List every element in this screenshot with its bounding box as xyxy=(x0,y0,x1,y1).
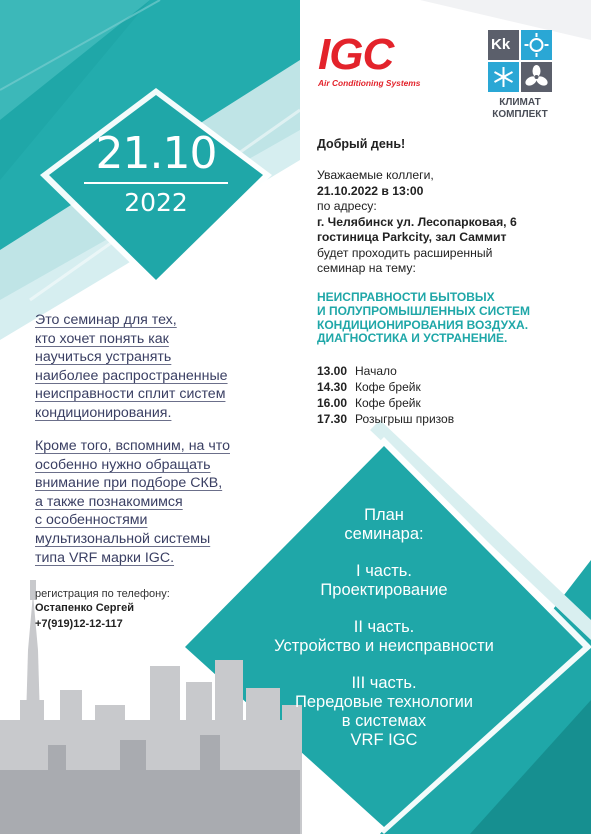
audience-text-line: кондиционирования. xyxy=(35,404,172,421)
plan-title-2: семинара: xyxy=(344,525,424,543)
invitation-line: по адресу: xyxy=(317,199,377,213)
invitation-text xyxy=(317,168,587,277)
plan-part2-heading: II часть. xyxy=(353,618,415,636)
schedule-time: 17.30 xyxy=(317,412,348,426)
extra-text-line: типа VRF марки IGC. xyxy=(35,549,175,566)
extra-text-line: мультизональной системы xyxy=(35,530,211,547)
igc-logo-word: IGC xyxy=(318,30,394,79)
igc-logo-subtitle: Air Conditioning Systems xyxy=(318,78,421,88)
plan-part3-line3: VRF IGC xyxy=(350,731,418,749)
event-date-year: 2022 xyxy=(124,188,188,217)
plan-part1-heading: I часть. xyxy=(356,562,412,580)
sun-icon xyxy=(521,30,552,60)
klimat-komplekt-name xyxy=(486,97,554,121)
extra-text-line: а также познакомимся xyxy=(35,493,183,510)
schedule-item xyxy=(317,395,577,411)
igc-logo xyxy=(318,30,428,89)
extra-text-line: с особенностями xyxy=(35,512,148,529)
audience-text-line: Это семинар для тех, xyxy=(35,312,177,328)
extra-text-line: Кроме того, вспомним, на что xyxy=(35,438,230,454)
topic-line: И ПОЛУПРОМЫШЛЕННЫХ СИСТЕМ xyxy=(317,303,530,318)
invitation-line: г. Челябинск ул. Лесопарковая, 6 xyxy=(317,214,517,229)
invitation-line: 21.10.2022 в 13:00 xyxy=(317,183,424,198)
invitation-line: будет проходить расширенный xyxy=(317,245,493,260)
plan-part3-heading: III часть. xyxy=(351,674,417,692)
schedule-time: 14.30 xyxy=(317,380,348,394)
plan-part3-line1: Передовые технологии xyxy=(294,693,474,711)
plan-part3-line2: в системах xyxy=(341,712,427,730)
topic-line: ДИАГНОСТИКА И УСТРАНЕНИЕ. xyxy=(317,331,508,346)
topic-line: КОНДИЦИОНИРОВАНИЯ ВОЗДУХА. xyxy=(317,317,529,332)
schedule-item xyxy=(317,379,577,395)
schedule-time: 16.00 xyxy=(317,396,348,410)
seminar-topic xyxy=(317,291,587,346)
contact-name: Остапенко Сергей xyxy=(35,602,134,614)
snowflake-icon xyxy=(488,62,519,92)
audience-text-line: неисправности сплит систем xyxy=(35,386,226,403)
klimat-line1: КЛИМАТ xyxy=(499,97,541,108)
registration-label: регистрация по телефону: xyxy=(35,588,170,600)
invitation-line: семинар на тему: xyxy=(317,261,416,275)
seminar-plan xyxy=(234,506,534,750)
schedule-list xyxy=(317,363,577,427)
schedule-label: Начало xyxy=(355,364,397,378)
extra-text-line: особенно нужно обращать xyxy=(35,456,211,473)
date-divider xyxy=(84,182,228,184)
audience-text-line: кто хочет понять как xyxy=(35,330,169,347)
plan-part1-title: Проектирование xyxy=(320,581,448,599)
schedule-label: Кофе брейк xyxy=(355,380,421,394)
schedule-label: Кофе брейк xyxy=(355,396,421,410)
event-date-day: 21.10 xyxy=(95,128,217,179)
seminar-audience-text xyxy=(35,311,285,423)
invitation-line: Уважаемые коллеги, xyxy=(317,168,434,182)
kk-letters: Kk xyxy=(491,36,511,53)
fan-icon xyxy=(521,62,552,92)
schedule-item xyxy=(317,411,577,427)
schedule-label: Розыгрыш призов xyxy=(355,412,455,426)
contact-phone: +7(919)12-12-117 xyxy=(35,618,123,630)
klimat-line2: КОМПЛЕКТ xyxy=(492,109,548,120)
klimat-komplekt-logo xyxy=(486,30,554,120)
topic-line: НЕИСПРАВНОСТИ БЫТОВЫХ xyxy=(317,290,495,304)
klimat-komplekt-mark xyxy=(488,30,552,92)
plan-part2-title: Устройство и неисправности xyxy=(274,637,494,655)
plan-title-1: План xyxy=(364,506,404,524)
kk-letters-tile xyxy=(488,30,519,60)
audience-text-line: научиться устранять xyxy=(35,349,172,366)
invitation-line: гостиница Parkcity, зал Саммит xyxy=(317,230,507,244)
extra-text-line: внимание при подборе СКВ, xyxy=(35,475,223,492)
schedule-time: 13.00 xyxy=(317,364,348,378)
greeting: Добрый день! xyxy=(317,137,406,151)
schedule-item xyxy=(317,363,577,379)
audience-text-line: наиболее распространенные xyxy=(35,367,228,384)
